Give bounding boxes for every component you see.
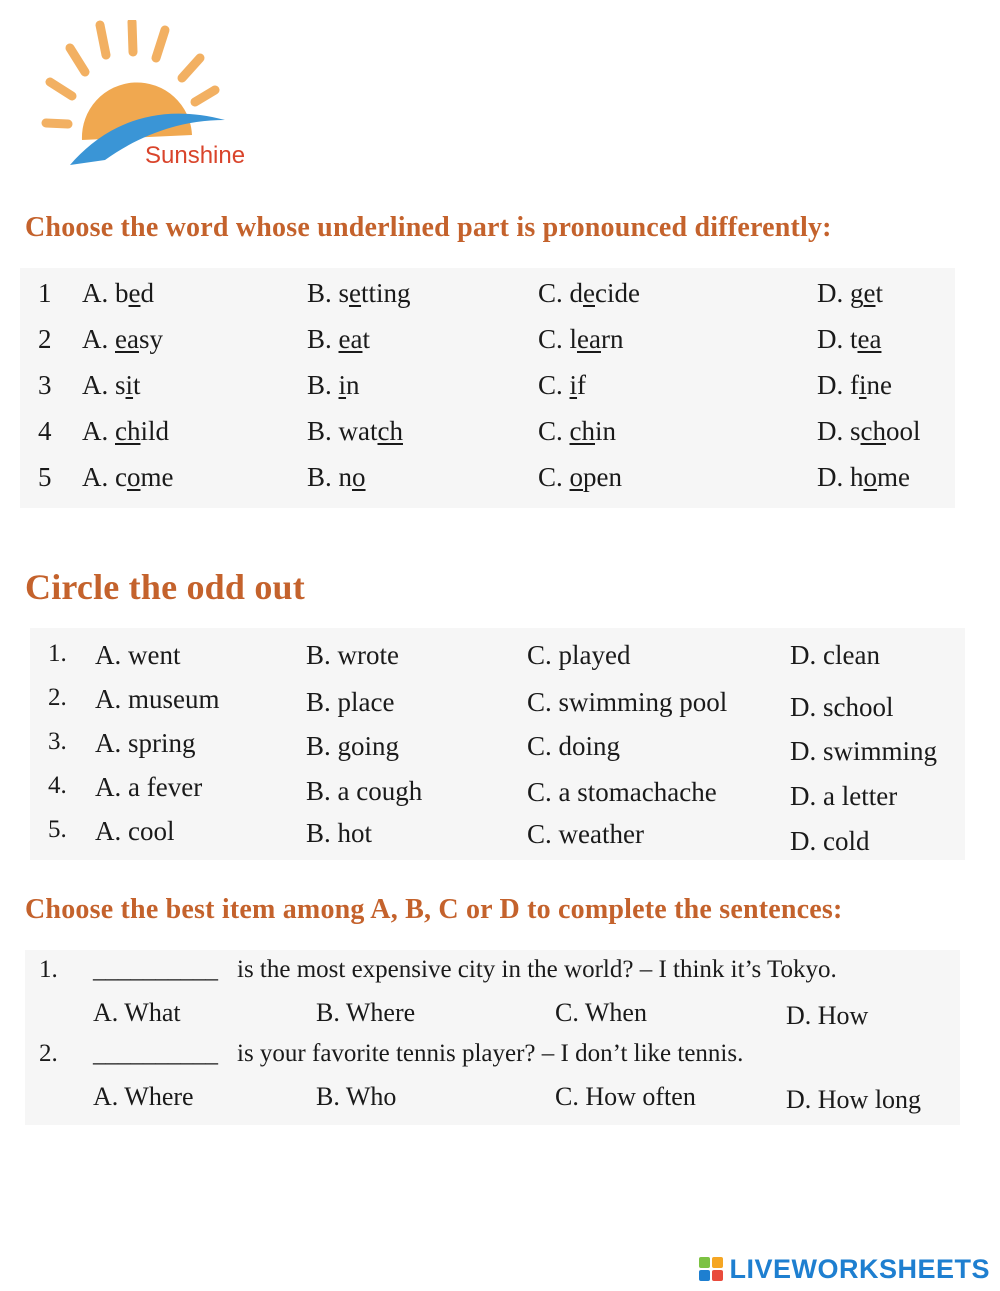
row-number: 1 xyxy=(38,278,52,308)
option-text: A. c xyxy=(82,462,127,492)
option-a xyxy=(82,462,173,493)
option-c xyxy=(538,278,640,309)
option-d[interactable]: D. How xyxy=(786,1001,869,1030)
liveworksheets-icon xyxy=(699,1257,725,1283)
option-text: D. t xyxy=(817,324,858,354)
odd-out-row xyxy=(30,772,965,816)
pronunciation-row xyxy=(20,370,955,414)
option-d xyxy=(817,278,883,309)
option-text: me xyxy=(140,462,174,492)
option-text: B. xyxy=(307,324,339,354)
option-a[interactable]: A. What xyxy=(93,998,181,1027)
underlined-part: e xyxy=(349,278,362,308)
option-c[interactable]: C. a stomachache xyxy=(527,777,717,807)
option-text: A. b xyxy=(82,278,129,308)
option-c[interactable]: C. How often xyxy=(555,1082,696,1111)
option-d xyxy=(817,370,892,401)
row-number: 3 xyxy=(38,370,52,400)
option-text: cide xyxy=(595,278,640,308)
option-text: t xyxy=(362,324,370,354)
underlined-part: ea xyxy=(338,324,363,354)
option-text: rn xyxy=(600,324,624,354)
underlined-part: e xyxy=(863,278,876,308)
question-text: is your favorite tennis player? – I don’t like tennis. xyxy=(237,1040,744,1067)
brand-text: LIVEWORKSHEETS xyxy=(729,1254,990,1284)
option-b xyxy=(307,462,366,493)
underlined-part: ea xyxy=(577,324,601,354)
section3-heading: Choose the best item among A, B, C or D to complete the sentences: xyxy=(25,894,843,925)
pronunciation-row xyxy=(20,462,955,506)
row-number: 4. xyxy=(48,772,67,799)
underlined-part: o xyxy=(126,462,141,492)
logo-text: Sunshine xyxy=(145,142,246,169)
underlined-part: i xyxy=(859,370,867,400)
option-d[interactable]: D. cold xyxy=(790,826,870,856)
option-d[interactable]: D. How long xyxy=(786,1085,922,1114)
liveworksheets-brand xyxy=(699,1254,990,1285)
option-d[interactable]: D. school xyxy=(790,692,894,722)
option-c xyxy=(538,462,622,493)
odd-out-row xyxy=(30,684,965,728)
option-c[interactable]: C. doing xyxy=(527,731,621,761)
option-b[interactable]: B. hot xyxy=(306,818,373,848)
option-c xyxy=(538,324,623,355)
option-a[interactable]: A. spring xyxy=(95,728,196,758)
row-number: 5 xyxy=(38,462,52,492)
option-a xyxy=(82,324,163,355)
option-text: t xyxy=(875,278,883,308)
option-a[interactable]: A. went xyxy=(95,640,181,670)
option-text: B. s xyxy=(307,278,350,308)
odd-out-row xyxy=(30,816,965,860)
underlined-part: ea xyxy=(115,324,139,354)
row-number: 1. xyxy=(48,640,67,667)
section1-heading: Choose the word whose underlined part is pronounced differently: xyxy=(25,212,832,243)
option-d xyxy=(817,416,921,447)
underlined-part: o xyxy=(352,462,366,492)
option-a xyxy=(82,416,169,447)
option-c[interactable]: C. swimming pool xyxy=(527,687,728,717)
question-text: is the most expensive city in the world? – I think it’s Tokyo. xyxy=(237,956,837,983)
option-text: B. xyxy=(307,370,339,400)
question-number: 2. xyxy=(39,1040,58,1067)
option-text: ild xyxy=(140,416,169,446)
option-text: D. s xyxy=(817,416,861,446)
option-text: tting xyxy=(361,278,411,308)
option-text: C. d xyxy=(538,278,584,308)
option-text: ool xyxy=(886,416,921,446)
pronunciation-row xyxy=(20,416,955,460)
underlined-part: ch xyxy=(569,416,595,446)
underlined-part: e xyxy=(583,278,595,308)
section3-panel xyxy=(25,950,960,1125)
option-text: D. h xyxy=(817,462,864,492)
option-text: A. s xyxy=(82,370,126,400)
underlined-part: e xyxy=(128,278,141,308)
option-text: d xyxy=(140,278,154,308)
option-text: A. xyxy=(82,324,115,354)
underlined-part: i xyxy=(338,370,347,400)
option-text: C. xyxy=(538,370,570,400)
option-text: D. g xyxy=(817,278,864,308)
option-a[interactable]: A. cool xyxy=(95,816,175,846)
underlined-part: ea xyxy=(857,324,882,354)
underlined-part: ch xyxy=(377,416,403,446)
option-a[interactable]: A. Where xyxy=(93,1082,194,1111)
underlined-part: i xyxy=(569,370,578,400)
option-a xyxy=(82,370,141,401)
option-text: sy xyxy=(138,324,163,354)
row-number: 2. xyxy=(48,684,67,711)
option-text: C. xyxy=(538,416,570,446)
section2-panel xyxy=(30,628,965,860)
odd-out-row xyxy=(30,640,965,684)
option-text: C. xyxy=(538,462,570,492)
underlined-part: ch xyxy=(860,416,886,446)
option-b xyxy=(307,370,360,401)
option-text: B. n xyxy=(307,462,353,492)
option-text: in xyxy=(595,416,617,446)
pronunciation-row xyxy=(20,324,955,368)
underlined-part: i xyxy=(125,370,134,400)
underlined-part: o xyxy=(569,462,584,492)
option-b[interactable]: B. place xyxy=(306,687,395,717)
option-b[interactable]: B. Who xyxy=(316,1082,397,1111)
option-c[interactable]: C. played xyxy=(527,640,631,670)
option-d xyxy=(817,462,910,493)
section1-panel xyxy=(20,268,955,508)
option-text: n xyxy=(346,370,360,400)
option-text: ne xyxy=(866,370,892,400)
answer-blank[interactable]: __________ xyxy=(93,1040,218,1067)
option-text: D. f xyxy=(817,370,859,400)
option-a[interactable]: A. museum xyxy=(95,684,220,714)
option-b xyxy=(307,416,403,447)
option-b xyxy=(307,324,370,355)
option-b[interactable]: B. going xyxy=(306,731,400,761)
option-b[interactable]: B. wrote xyxy=(306,640,399,670)
underlined-part: o xyxy=(863,462,877,492)
odd-out-row xyxy=(30,728,965,772)
option-b[interactable]: B. a cough xyxy=(306,776,423,806)
row-number: 5. xyxy=(48,816,67,843)
option-c[interactable]: C. weather xyxy=(527,819,644,849)
option-text: B. wat xyxy=(307,416,378,446)
option-text: f xyxy=(577,370,587,400)
option-d[interactable]: D. clean xyxy=(790,640,880,670)
section2-heading: Circle the odd out xyxy=(25,567,305,607)
question-number: 1. xyxy=(39,956,58,983)
option-d[interactable]: D. a letter xyxy=(790,781,898,811)
option-a xyxy=(82,278,154,309)
option-d[interactable]: D. swimming xyxy=(790,736,938,766)
option-text: pen xyxy=(583,462,622,492)
option-b[interactable]: B. Where xyxy=(316,998,416,1027)
option-a[interactable]: A. a fever xyxy=(95,772,203,802)
answer-blank[interactable]: __________ xyxy=(93,956,218,983)
option-c xyxy=(538,370,586,401)
row-number: 4 xyxy=(38,416,52,446)
row-number: 3. xyxy=(48,728,67,755)
option-c xyxy=(538,416,616,447)
underlined-part: ch xyxy=(115,416,141,446)
option-text: A. xyxy=(82,416,115,446)
option-c[interactable]: C. When xyxy=(555,998,647,1027)
option-b xyxy=(307,278,411,309)
row-number: 2 xyxy=(38,324,52,354)
option-text: me xyxy=(877,462,910,492)
option-d xyxy=(817,324,881,355)
option-text: C. l xyxy=(538,324,578,354)
option-text: t xyxy=(133,370,141,400)
pronunciation-row xyxy=(20,278,955,322)
